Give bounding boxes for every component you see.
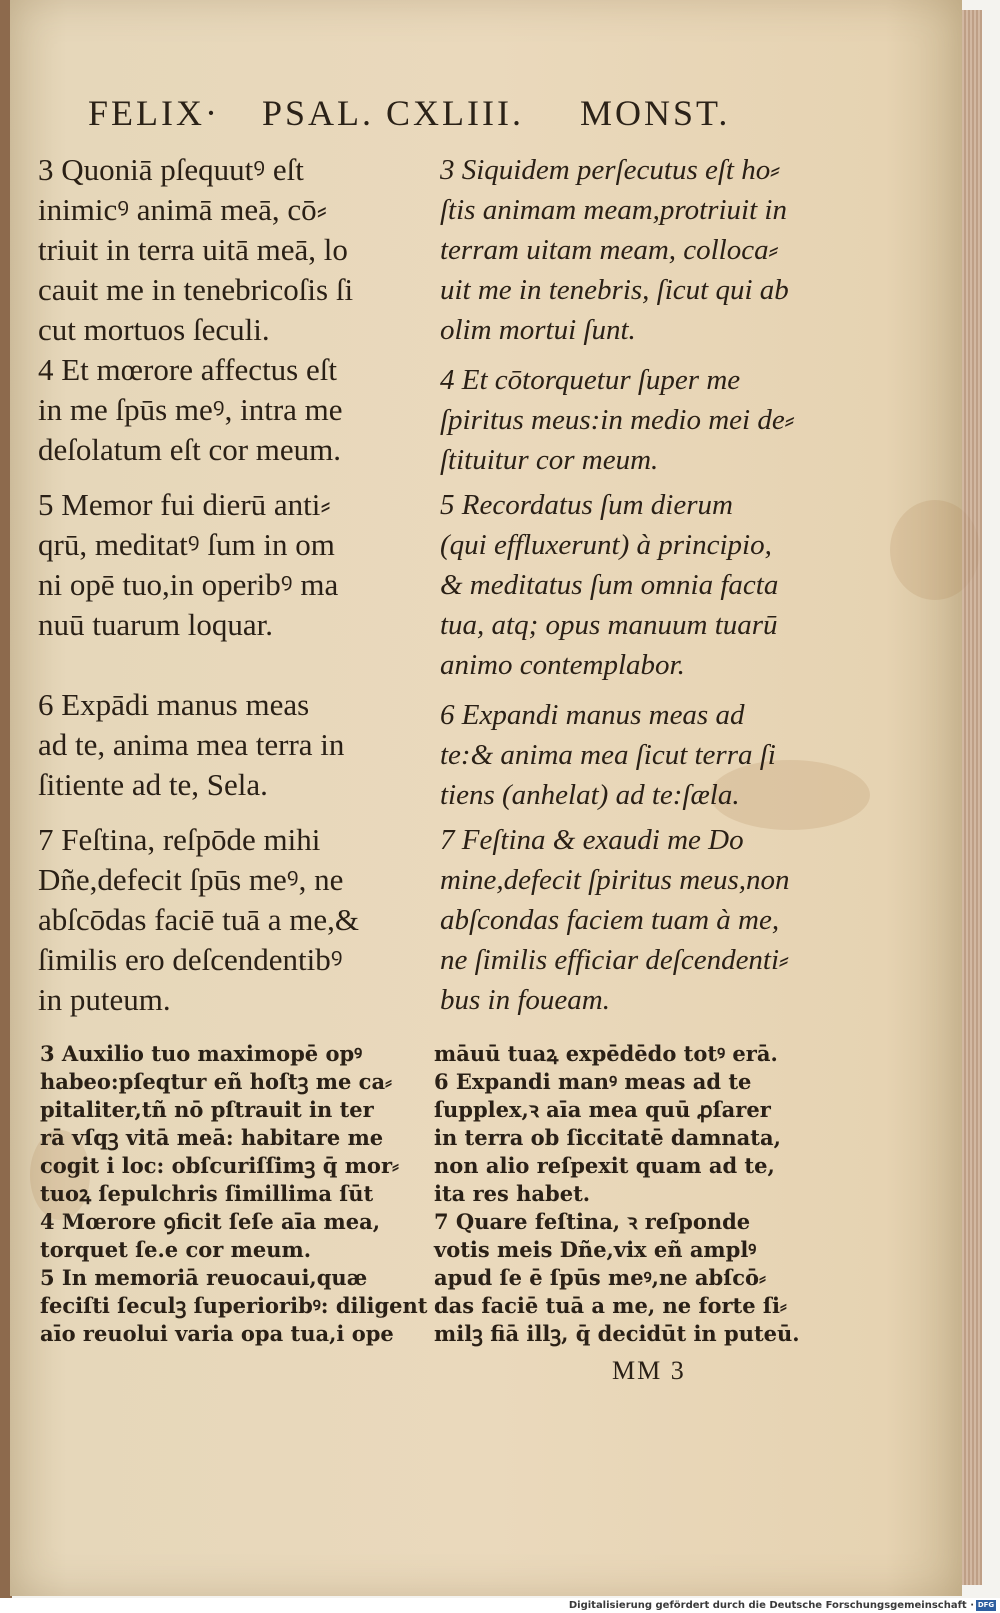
left-line: qrū, meditatꝰ ſum in om	[38, 527, 335, 562]
commentary-line: 5 In memoriā reuocaui,quæ	[40, 1265, 368, 1290]
commentary-line: 7 Quare feſtina, ꝛ reſponde	[434, 1209, 751, 1234]
right-line: ſtituitur cor meum.	[440, 444, 659, 476]
header-right: MONST.	[580, 93, 731, 133]
left-line: ſitiente ad te, Sela.	[38, 767, 268, 802]
right-line: 7 Feſtina & exaudi me Do	[440, 824, 744, 856]
left-line: nuū tuarum loquar.	[38, 607, 274, 642]
dfg-logo-icon: DFG	[977, 1601, 995, 1609]
left-line: 3 Quoniā pſequutꝰ eſt	[38, 152, 304, 187]
right-line: bus in foueam.	[440, 984, 610, 1016]
page-block-edge	[962, 10, 982, 1585]
commentary-line: rā vſqꝫ vitā meā: habitare me	[40, 1125, 384, 1150]
right-text-column	[440, 150, 830, 1030]
commentary-line: tuoꝝ ſepulchris ſimillima ſūt	[40, 1181, 374, 1206]
right-line: uit me in tenebris, ſicut qui ab	[440, 274, 789, 306]
right-line: 5 Recordatus ſum dierum	[440, 489, 733, 521]
right-line: ſtis animam meam,protriuit in	[440, 194, 787, 226]
right-line: olim mortui ſunt.	[440, 314, 636, 346]
commentary-line: pitaliter,tñ nō pſtrauit in ter	[40, 1097, 374, 1122]
commentary-line: in terra ob ſiccitatē damnata,	[434, 1125, 781, 1150]
commentary-line: non alio reſpexit quam ad te,	[434, 1153, 775, 1178]
right-line: mine,defecit ſpiritus meus,non	[440, 864, 790, 896]
commentary-line: 6 Expandi manꝰ meas ad te	[434, 1069, 752, 1094]
right-line: tua, atq; opus manuum tuarū	[440, 609, 778, 641]
commentary-line: torquet ſe.e cor meum.	[40, 1237, 312, 1262]
commentary-line: feciſti ſeculꝫ ſuperioribꝰ: diligent	[40, 1293, 428, 1318]
commentary-line: aīo reuolui varia opa tua,i ope	[40, 1321, 394, 1346]
left-line: 5 Memor fui dierū anti⸗	[38, 487, 331, 522]
left-line: abſcōdas faciē tuā a me,&	[38, 902, 360, 937]
header-left: FELIX·	[88, 93, 220, 133]
left-line: 6 Expādi manus meas	[38, 687, 310, 722]
left-line: cauit me in tenebricoſis ſi	[38, 272, 354, 307]
left-line: Dñe,defecit ſpūs meꝰ, ne	[38, 862, 344, 897]
left-line: 4 Et mœrore affectus eſt	[38, 352, 337, 387]
left-line: 7 Feſtina, reſpōde mihi	[38, 822, 321, 857]
left-line: in puteum.	[38, 982, 171, 1017]
right-line: 4 Et cōtorquetur ſuper me	[440, 364, 741, 396]
right-line: ſpiritus meus:in medio mei de⸗	[440, 404, 795, 436]
commentary-line: 3 Auxilio tuo maximopē opꝰ	[40, 1041, 363, 1066]
right-line: 6 Expandi manus meas ad	[440, 699, 745, 731]
right-line: ne ſimilis efficiar deſcendenti⸗	[440, 944, 789, 976]
right-line: animo contemplabor.	[440, 649, 685, 681]
commentary-right-column	[434, 1040, 834, 1350]
commentary-left-column	[40, 1040, 430, 1350]
right-line: 3 Siquidem perſecutus eſt ho⸗	[440, 154, 780, 186]
left-line: ſimilis ero deſcendentibꝰ	[38, 942, 343, 977]
right-line: tiens (anhelat) ad te:ſæla.	[440, 779, 740, 811]
commentary-line: māuū tuaꝝ expēdēdo totꝰ erā.	[434, 1041, 778, 1066]
right-line: te:& anima mea ſicut terra ſi	[440, 739, 776, 771]
header-psalm-number: PSAL. CXLIII.	[262, 93, 524, 133]
signature-mark: MM 3	[612, 1356, 686, 1385]
commentary-line: habeo:pſeqtur eñ hoſtꝫ me ca⸗	[40, 1069, 393, 1094]
commentary-line: ſupplex,ꝛ aīa mea quū ꝓſarer	[434, 1097, 771, 1122]
commentary-line: cogit i loc: obſcuriſſimꝫ q̄ mor⸗	[40, 1153, 399, 1178]
left-line: triuit in terra uitā meā, lo	[38, 232, 348, 267]
left-line: inimicꝰ animā meā, cō⸗	[38, 192, 328, 227]
digitization-footer	[0, 1598, 1000, 1613]
commentary-line: apud ſe ē ſpūs meꝰ,ne abſcō⸗	[434, 1265, 767, 1290]
left-line: cut mortuos ſeculi.	[38, 312, 270, 347]
commentary-line: milꝫ fiā illꝫ, q̄ decidūt in puteū.	[434, 1321, 800, 1346]
commentary-line: das faciē tuā a me, ne forte ſi⸗	[434, 1293, 787, 1318]
left-text-column	[38, 150, 423, 1020]
commentary-line: 4 Mœrore ꝯficit ſeſe aīa mea,	[40, 1209, 381, 1234]
right-line: (qui effluxerunt) à principio,	[440, 529, 772, 561]
left-line: in me ſpūs meꝰ, intra me	[38, 392, 343, 427]
right-line: abſcondas faciem tuam à me,	[440, 904, 780, 936]
right-line: terram uitam meam, colloca⸗	[440, 234, 779, 266]
funding-credit: Digitalisierung gefördert durch die Deutsche Forschungsgemeinschaft ·	[568, 1600, 974, 1611]
commentary-line: ita res habet.	[434, 1181, 591, 1206]
left-line: ad te, anima mea terra in	[38, 727, 345, 762]
left-line: deſolatum eſt cor meum.	[38, 432, 342, 467]
commentary-line: votis meis Dñe,vix eñ amplꝰ	[434, 1237, 757, 1262]
left-line: ni opē tuo,in operibꝰ ma	[38, 567, 339, 602]
right-line: & meditatus ſum omnia facta	[440, 569, 779, 601]
